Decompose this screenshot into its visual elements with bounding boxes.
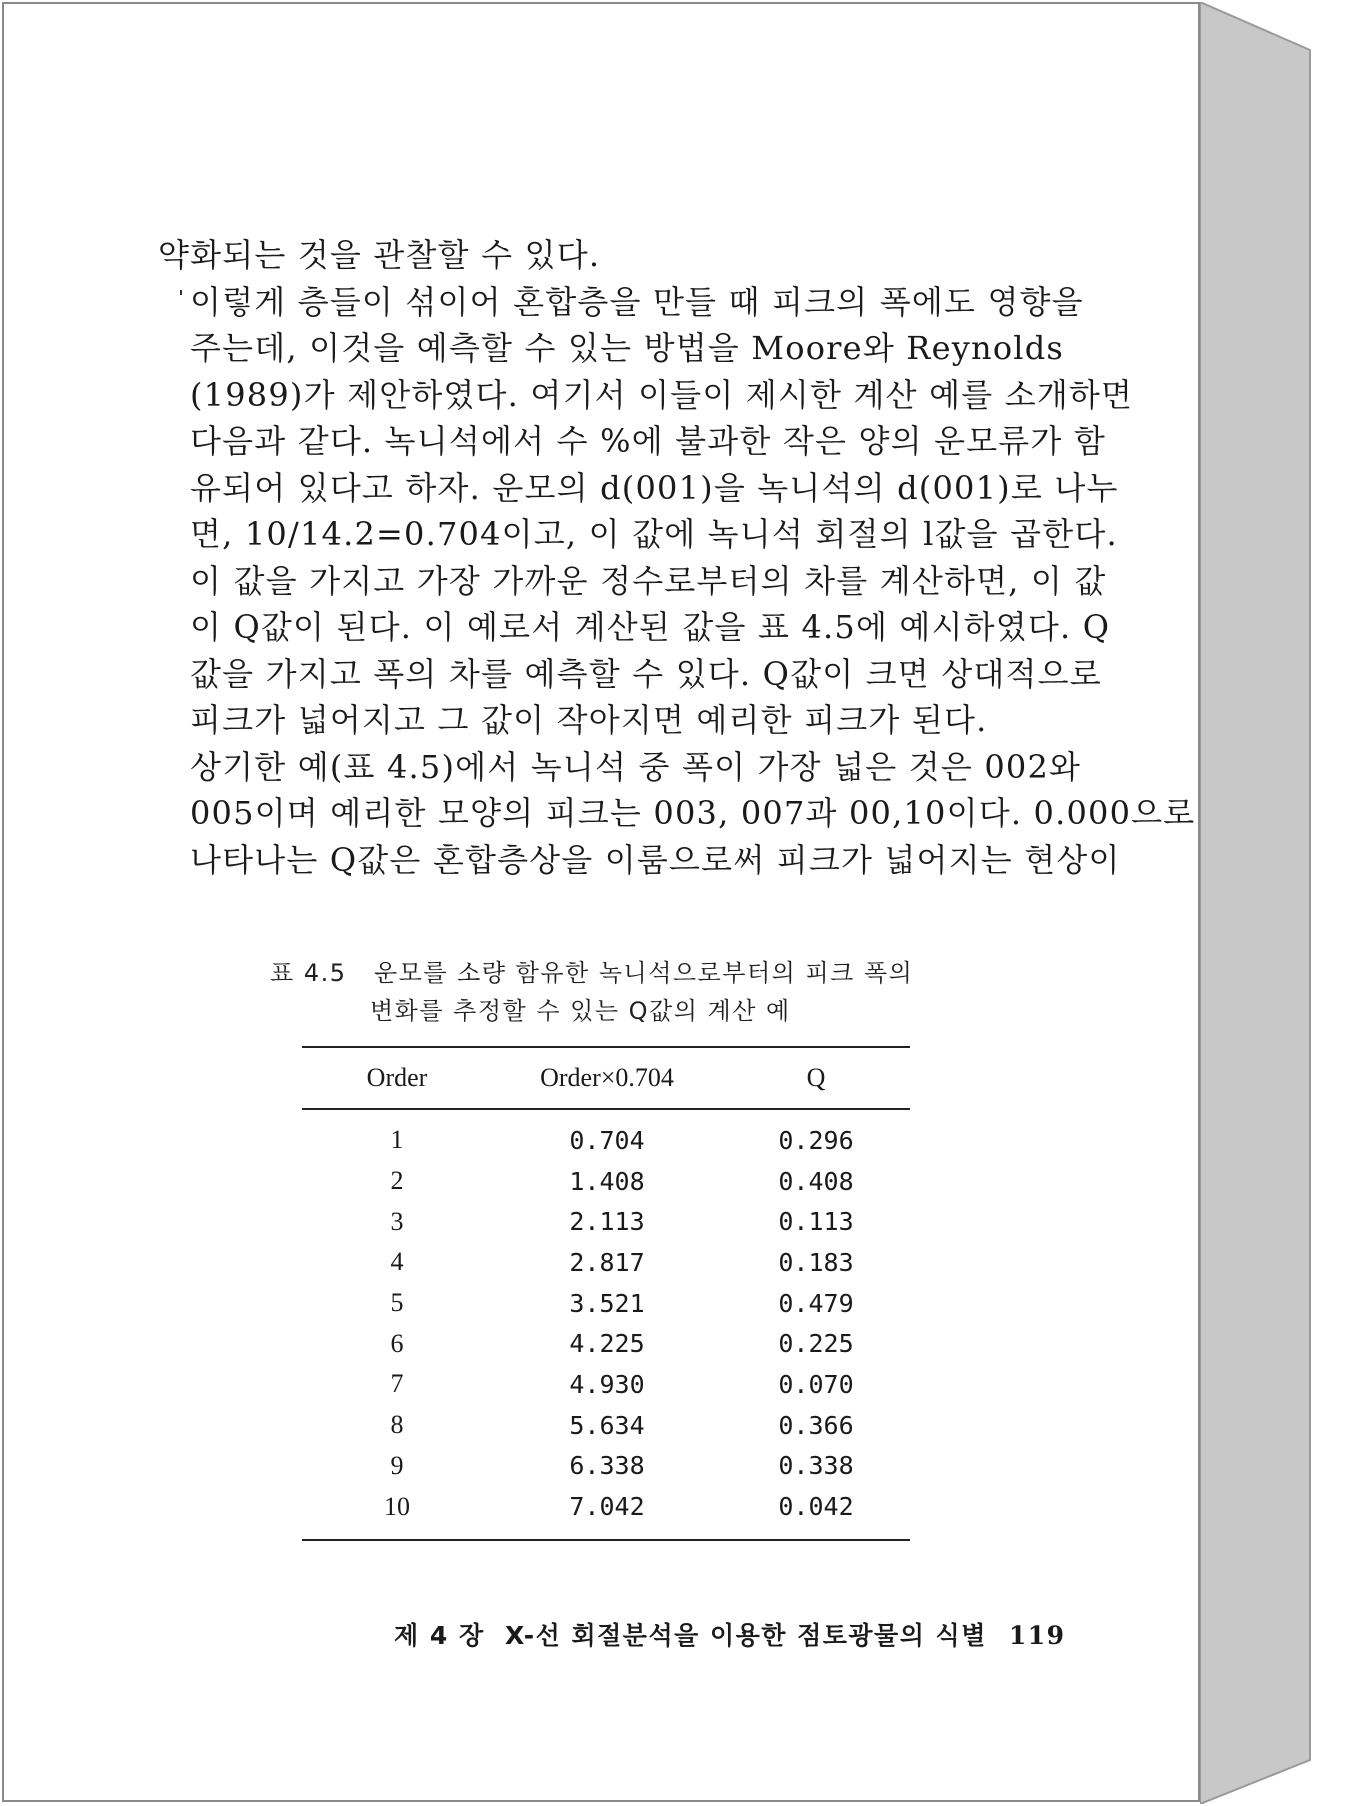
page-stack-edge-shape [1200, 2, 1355, 1804]
table-body [302, 1109, 910, 1540]
cell-q: 0.042 [722, 1486, 910, 1540]
body-text [158, 232, 1196, 883]
paragraph [158, 744, 1196, 884]
table-row [302, 1283, 910, 1324]
table-row [302, 1201, 910, 1242]
cell-order-times-factor: 2.113 [569, 1207, 645, 1237]
page-number: 119 [1008, 1621, 1066, 1650]
text-line: 이렇게 층들이 섞이어 혼합층을 만들 때 피크의 폭에도 영향을 [190, 282, 1084, 321]
text-line: 약화되는 것을 관찰할 수 있다. [158, 236, 601, 274]
cell-order-times-factor: 4.225 [569, 1329, 645, 1359]
table-row [302, 1405, 910, 1446]
text-line: 다음과 같다. 녹니석에서 수 %에 불과한 작은 양의 운모류가 함 [190, 422, 1107, 460]
paragraph [158, 232, 1048, 279]
cell-q: 0.113 [778, 1207, 854, 1237]
cell-order: 10 [302, 1486, 492, 1540]
text-line: 상기한 예(표 4.5)에서 녹니석 중 폭이 가장 넓은 것은 002와 [190, 747, 1082, 786]
cell-order-times-factor: 2.817 [569, 1247, 645, 1277]
cell-q: 0.296 [778, 1125, 854, 1155]
table-row [302, 1446, 910, 1487]
table-caption-number: 표 4.5 [270, 959, 347, 987]
text-line: 피크가 넓어지고 그 값이 작아지면 예리한 피크가 된다. [190, 701, 988, 739]
cell-order-times-factor: 3.521 [569, 1288, 645, 1318]
cell-order: 6 [390, 1328, 404, 1358]
text-line: 이 값을 가지고 가장 가까운 정수로부터의 차를 계산하면, 이 값 [190, 561, 1107, 600]
text-line: 값을 가지고 폭의 차를 예측할 수 있다. Q값이 크면 상대적으로 [190, 654, 1102, 693]
cell-q: 0.408 [778, 1166, 854, 1196]
cell-order: 3 [390, 1206, 404, 1236]
table-caption [270, 954, 990, 1030]
cell-order-times-factor: 7.042 [492, 1486, 722, 1540]
text-line: 나타나는 Q값은 혼합층상을 이룸으로써 피크가 넓어지는 현상이 [190, 840, 1121, 879]
cell-order-times-factor: 5.634 [569, 1410, 645, 1440]
cell-q: 0.070 [778, 1369, 854, 1399]
table-caption-line-2: 변화를 추정할 수 있는 Q값의 계산 예 [370, 997, 791, 1025]
text-line: 주는데, 이것을 예측할 수 있는 방법을 Moore와 Reynolds [190, 329, 1065, 367]
text-line: (1989)가 제안하였다. 여기서 이들이 제시한 계산 예를 소개하면 [190, 375, 1134, 414]
table-row [302, 1486, 910, 1540]
text-line: 005이며 예리한 모양의 피크는 003, 007과 00,10이다. 0.000으로 [190, 794, 1196, 832]
chapter-label: 제 4 장 [394, 1621, 485, 1650]
q-value-table [302, 1046, 910, 1541]
text-line: 면, 10/14.2=0.704이고, 이 값에 녹니석 회절의 l값을 곱한다. [190, 515, 1118, 553]
cell-q: 0.183 [778, 1247, 854, 1277]
cell-order: 1 [390, 1125, 404, 1155]
chapter-title: X-선 회절분석을 이용한 점토광물의 식별 [505, 1621, 987, 1650]
table-caption-title-1: 운모를 소량 함유한 녹니석으로부터의 피크 폭의 [374, 959, 914, 987]
header-q: Q [722, 1047, 910, 1109]
table-row [302, 1161, 910, 1202]
cell-q: 0.479 [778, 1288, 854, 1318]
cell-q: 0.225 [778, 1329, 854, 1359]
cell-order: 8 [390, 1410, 404, 1440]
text-line: 유되어 있다고 하자. 운모의 d(001)을 녹니석의 d(001)로 나누 [190, 468, 1119, 507]
cell-q: 0.338 [778, 1451, 854, 1481]
cell-order: 7 [390, 1369, 404, 1399]
cell-order: 5 [390, 1288, 404, 1318]
cell-order: 4 [390, 1247, 404, 1277]
book-page [2, 2, 1200, 1802]
header-order-times-factor: Order×0.704 [492, 1047, 722, 1109]
stray-ink-mark [180, 290, 182, 295]
table-row [302, 1109, 910, 1161]
cell-order-times-factor: 6.338 [569, 1451, 645, 1481]
table-row [302, 1242, 910, 1283]
cell-order: 2 [390, 1166, 404, 1196]
table-row [302, 1364, 910, 1405]
page-stack-edge [1200, 2, 1355, 1804]
cell-q: 0.366 [778, 1410, 854, 1440]
table-header-row [302, 1047, 910, 1109]
cell-order-times-factor: 4.930 [569, 1369, 645, 1399]
cell-order-times-factor: 1.408 [569, 1166, 645, 1196]
text-line: 이 Q값이 된다. 이 예로서 계산된 값을 표 4.5에 예시하였다. Q [190, 608, 1111, 646]
paragraph [158, 279, 1134, 744]
cell-order-times-factor: 0.704 [569, 1125, 645, 1155]
header-order: Order [302, 1047, 492, 1109]
table-row [302, 1323, 910, 1364]
table-caption-line-1 [270, 954, 990, 992]
cell-order: 9 [390, 1450, 404, 1480]
running-footer [394, 1616, 1066, 1652]
